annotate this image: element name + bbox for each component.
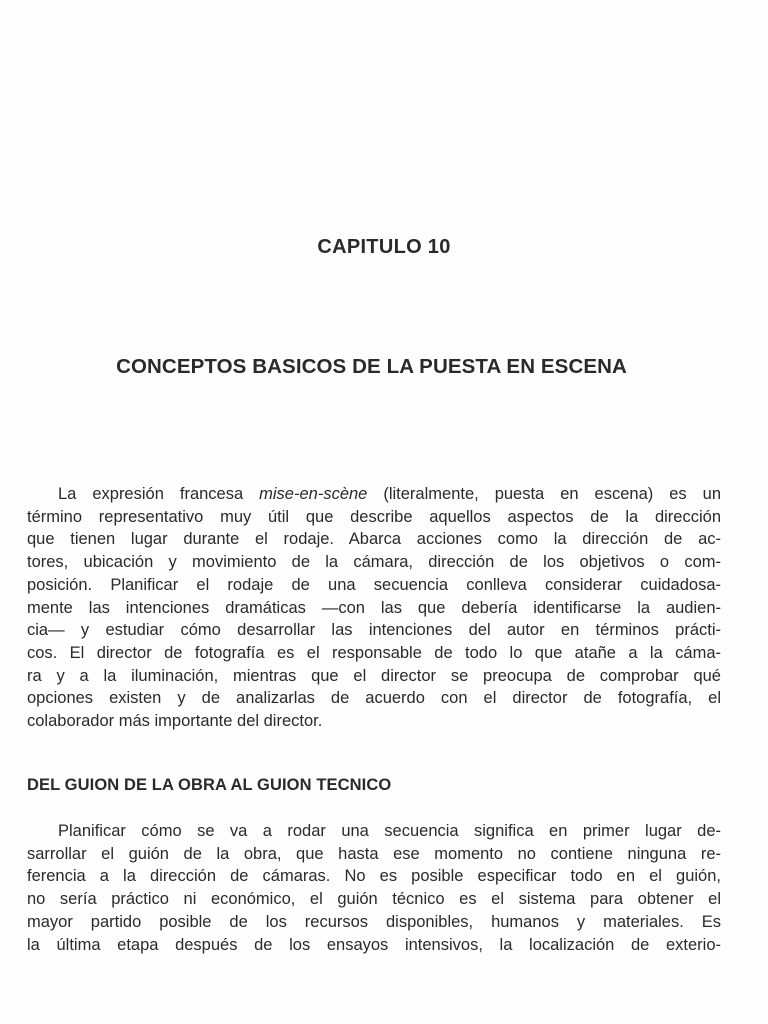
paragraph-line: mente las intenciones dramáticas —con las que debería identificarse la audien- — [27, 598, 721, 617]
paragraph-line: cia— y estudiar cómo desarrollar las intenciones del autor en términos prácti- — [27, 621, 721, 640]
paragraph-line: que tienen lugar durante el rodaje. Abarca acciones como la dirección de ac- — [27, 530, 721, 549]
paragraph-line: opciones existen y de analizarlas de acuerdo con el director de fotografía, el — [27, 689, 721, 708]
paragraph-line: La expresión francesa mise-en-scène (literalmente, puesta en escena) es un — [58, 485, 722, 503]
paragraph-line: mayor partido posible de los recursos disponibles, humanos y materiales. Es — [27, 912, 721, 931]
paragraph-line: no sería práctico ni económico, el guión técnico es el sistema para obtener el — [27, 890, 721, 909]
chapter-title: CONCEPTOS BASICOS DE LA PUESTA EN ESCENA — [116, 355, 627, 378]
paragraph-line: tores, ubicación y movimiento de la cámara, dirección de los objetivos o com- — [27, 553, 721, 572]
paragraph-line: colaborador más importante del director. — [27, 712, 323, 731]
paragraph-line: sarrollar el guión de la obra, que hasta ese momento no contiene ninguna re- — [27, 844, 721, 863]
paragraph-section — [27, 820, 721, 956]
paragraph-line: la última etapa después de los ensayos intensivos, la localización de exterio- — [27, 935, 721, 954]
paragraph-line: Planificar cómo se va a rodar una secuencia significa en primer lugar de- — [58, 822, 721, 840]
italic-term: mise-en-scène — [259, 485, 368, 503]
paragraph-line: ferencia a la dirección de cámaras. No es posible especificar todo en el guión, — [27, 867, 721, 886]
paragraph-line: posición. Planificar el rodaje de una secuencia conlleva considerar cuidadosa- — [27, 575, 721, 594]
chapter-number: CAPITULO 10 — [317, 236, 451, 258]
paragraph-intro — [27, 483, 721, 733]
paragraph-line: cos. El director de fotografía es el responsable de todo lo que atañe a la cáma- — [27, 643, 721, 662]
paragraph-line: término representativo muy útil que describe aquellos aspectos de la dirección — [27, 507, 721, 526]
section-heading: DEL GUION DE LA OBRA AL GUION TECNICO — [27, 776, 392, 794]
paragraph-line: ra y a la iluminación, mientras que el director se preocupa de comprobar qué — [27, 666, 721, 685]
